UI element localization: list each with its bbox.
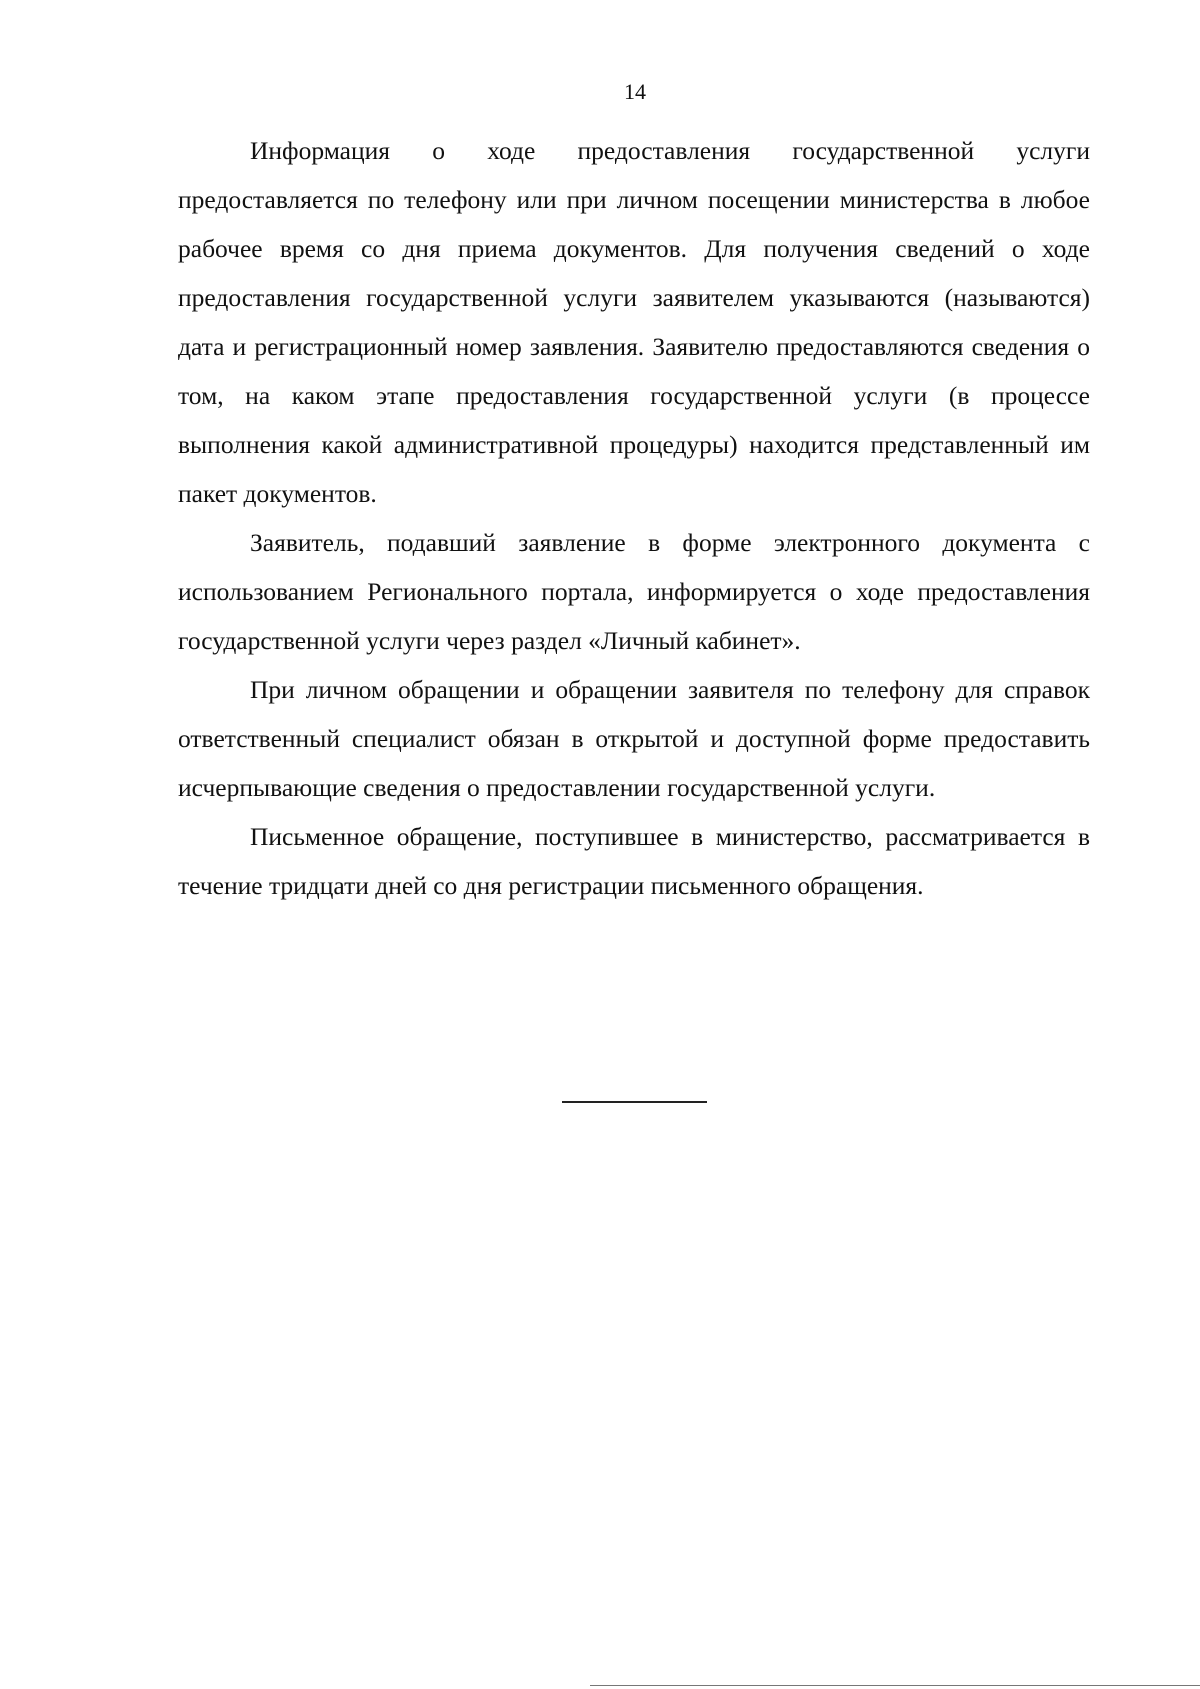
- page-number: 14: [624, 79, 646, 104]
- end-of-text-separator: [562, 1101, 707, 1103]
- document-body: [178, 126, 1090, 910]
- paragraph-personal-appeal: При личном обращении и обращении заявителя по телефону для справок ответственный специалист обязан в открытой и доступной форме предоставить исчерпывающие сведения о предоставлении государственной услуги.: [178, 675, 1090, 802]
- footer-rule: [590, 1685, 1200, 1686]
- paragraph-electronic-application: Заявитель, подавший заявление в форме электронного документа с использованием Регионального портала, информируется о ходе предоставления государственной услуги через раздел «Личный кабинет».: [178, 528, 1090, 655]
- paragraph-written-appeal: Письменное обращение, поступившее в министерство, рассматривается в течение тридцати дней со дня регистрации письменного обращения.: [178, 822, 1090, 900]
- paragraph-service-status-info: Информация о ходе предоставления государственной услуги предоставляется по телефону или при личном посещении министерства в любое рабочее время со дня приема документов. Для получения сведений о ходе предоставления государственной услуги заявителем указываются (называются) дата и регистрационный номер заявления. Заявителю предоставляются сведения о том, на каком этапе предоставления государственной услуги (в процессе выполнения какой административной процедуры) находится представленный им пакет документов.: [178, 136, 1090, 508]
